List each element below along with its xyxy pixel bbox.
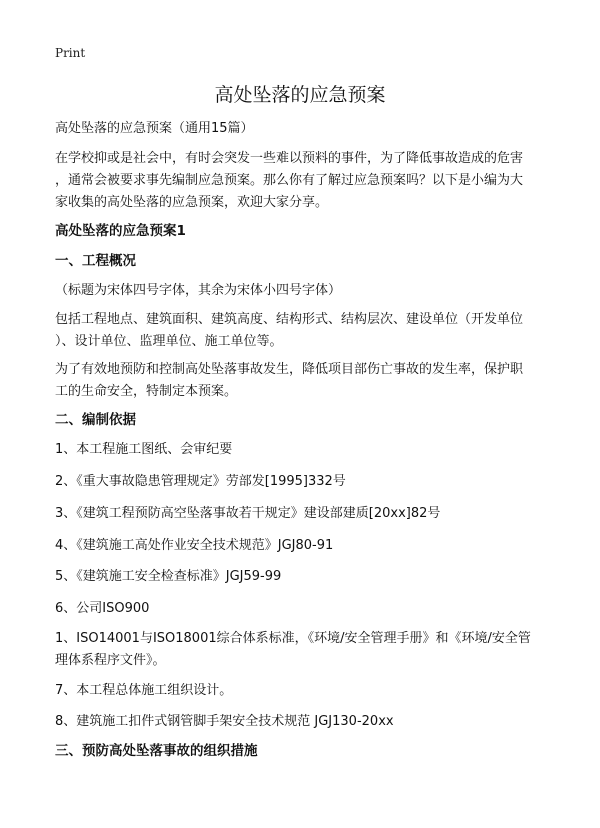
basis-item-6: 6、公司ISO900 bbox=[55, 601, 150, 616]
basis-item-1: 1、本工程施工图纸、会审纪要 bbox=[55, 442, 233, 457]
section-title: 高处坠落的应急预案1 bbox=[55, 223, 186, 239]
purpose-line-2: 工的生命安全，特制定本预案。 bbox=[55, 384, 238, 399]
intro-line-1: 在学校抑或是社会中，有时会突发一些难以预料的事件，为了降低事故造成的危害 bbox=[55, 151, 524, 166]
basis-item-9: 8、建筑施工扣件式钢管脚手架安全技术规范 JGJ130-20xx bbox=[55, 714, 394, 729]
document-subtitle: 高处坠落的应急预案（通用15篇） bbox=[55, 121, 254, 136]
intro-line-2: ，通常会被要求事先编制应急预案。那么你有了解过应急预案吗？以下是小编为大 bbox=[55, 173, 524, 188]
format-note: （标题为宋体四号字体，其余为宋体小四号字体） bbox=[55, 283, 342, 298]
document-title: 高处坠落的应急预案 bbox=[214, 84, 386, 106]
basis-item-5: 5、《建筑施工安全检查标准》JGJ59-99 bbox=[55, 569, 282, 584]
basis-item-8: 7、本工程总体施工组织设计。 bbox=[55, 683, 233, 698]
intro-line-3: 家收集的高处坠落的应急预案，欢迎大家分享。 bbox=[55, 195, 329, 210]
print-link[interactable]: Print bbox=[55, 46, 86, 60]
basis-item-7-line-1: 1、ISO14001与ISO18001综合体系标准，《环境/安全管理手册》和《环境/安全管 bbox=[55, 631, 531, 646]
basis-item-2: 2、《重大事故隐患管理规定》劳部发[1995]332号 bbox=[55, 474, 346, 489]
basis-item-4: 4、《建筑施工高处作业安全技术规范》JGJ80-91 bbox=[55, 538, 334, 553]
overview-line-1: 包括工程地点、建筑面积、建筑高度、结构形式、结构层次、建设单位（开发单位 bbox=[55, 312, 524, 327]
overview-line-2: ）、设计单位、监理单位、施工单位等。 bbox=[55, 334, 283, 349]
heading-overview: 一、工程概况 bbox=[55, 253, 136, 269]
heading-basis: 二、编制依据 bbox=[55, 412, 136, 428]
basis-item-3: 3、《建筑工程预防高空坠落事故若干规定》建设部建质[20xx]82号 bbox=[55, 506, 441, 521]
heading-measures: 三、预防高处坠落事故的组织措施 bbox=[55, 743, 258, 759]
purpose-line-1: 为了有效地预防和控制高处坠落事故发生，降低项目部伤亡事故的发生率，保护职 bbox=[55, 362, 524, 377]
basis-item-7-line-2: 理体系程序文件》。 bbox=[55, 653, 166, 668]
